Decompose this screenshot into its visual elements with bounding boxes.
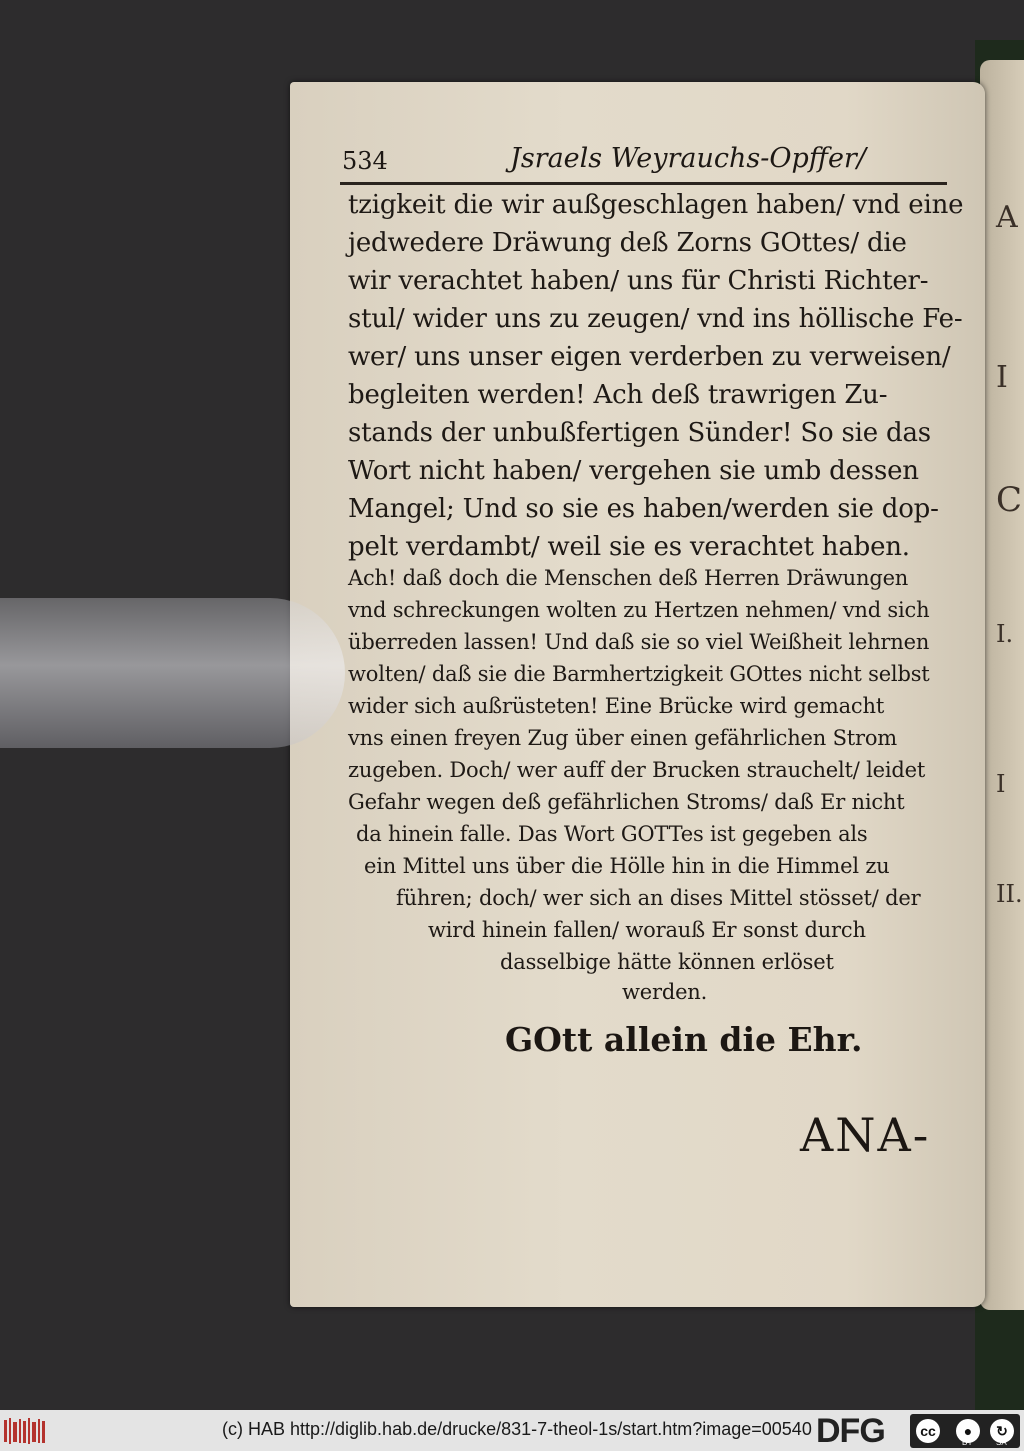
dfg-logo: DFG [816, 1412, 885, 1450]
by-label: BY [962, 1438, 973, 1447]
text-line: da hinein falle. Das Wort GOTTes ist gegeben als [356, 822, 868, 846]
text-line: Wort nicht haben/ vergehen sie umb dessen [348, 456, 919, 486]
next-page-mark: II. [996, 880, 1023, 908]
running-head: Jsraels Weyrauchs-Opffer/ [510, 143, 866, 174]
next-page-mark: I. [996, 620, 1014, 648]
text-line: stands der unbußfertigen Sünder! So sie das [348, 418, 931, 448]
barcode-icon [3, 1416, 47, 1446]
page-number: 534 [342, 147, 388, 175]
text-line: begleiten werden! Ach deß trawrigen Zu- [348, 380, 888, 410]
share-alike-icon: ↻ [990, 1419, 1014, 1443]
text-line: dasselbige hätte können erlöset [500, 950, 834, 974]
text-line: ein Mittel uns über die Hölle hin in die Himmel zu [364, 854, 890, 878]
text-line: wider sich außrüsteten! Eine Brücke wird gemacht [348, 694, 885, 718]
text-line: überreden lassen! Und daß sie so viel Weißheit lehrnen [348, 630, 930, 654]
text-line: wolten/ daß sie die Barmhertzigkeit GOttes nicht selbst [348, 662, 930, 686]
cc-icon: cc [916, 1419, 940, 1443]
cc-license-badge[interactable] [910, 1414, 1020, 1448]
next-page-mark: C [996, 480, 1023, 520]
text-line: stul/ wider uns zu zeugen/ vnd ins höllische Fe- [348, 304, 963, 334]
text-line: wer/ uns unser eigen verderben zu verweisen/ [348, 342, 951, 372]
footer-bar [0, 1410, 1024, 1451]
catchword: ANA- [800, 1108, 931, 1162]
text-line: Ach! daß doch die Menschen deß Herren Dräwungen [348, 566, 909, 590]
text-line: Gefahr wegen deß gefährlichen Stroms/ daß Er nicht [348, 790, 905, 814]
attribution-icon: ● [956, 1419, 980, 1443]
text-line: führen; doch/ wer sich an dises Mittel stösset/ der [396, 886, 921, 910]
text-line: werden. [622, 980, 708, 1004]
next-page-mark: I [996, 770, 1006, 798]
header-rule [340, 182, 947, 185]
text-line: tzigkeit die wir außgeschlagen haben/ vnd eine [348, 190, 964, 220]
next-page-mark: A [996, 200, 1018, 235]
text-line: wird hinein fallen/ worauß Er sonst durch [428, 918, 866, 942]
copyright-link[interactable]: (c) HAB http://diglib.hab.de/drucke/831-7-theol-1s/start.htm?image=00540 [222, 1419, 812, 1439]
text-line: vnd schreckungen wolten zu Hertzen nehmen/ vnd sich [348, 598, 930, 622]
sa-label: SA [996, 1438, 1007, 1447]
text-line: zugeben. Doch/ wer auff der Brucken strauchelt/ leidet [348, 758, 926, 782]
next-page-edge [980, 60, 1024, 1310]
closing-motto: GOtt allein die Ehr. [505, 1020, 863, 1059]
next-page-mark: I [996, 360, 1008, 395]
page-clip-reflection [0, 598, 345, 748]
text-line: jedwedere Dräwung deß Zorns GOttes/ die [348, 228, 907, 258]
text-line: Mangel; Und so sie es haben/werden sie dop- [348, 494, 939, 524]
text-line: pelt verdambt/ weil sie es verachtet haben. [348, 532, 910, 562]
text-line: wir verachtet haben/ uns für Christi Richter- [348, 266, 929, 296]
text-line: vns einen freyen Zug über einen gefährlichen Strom [348, 726, 898, 750]
